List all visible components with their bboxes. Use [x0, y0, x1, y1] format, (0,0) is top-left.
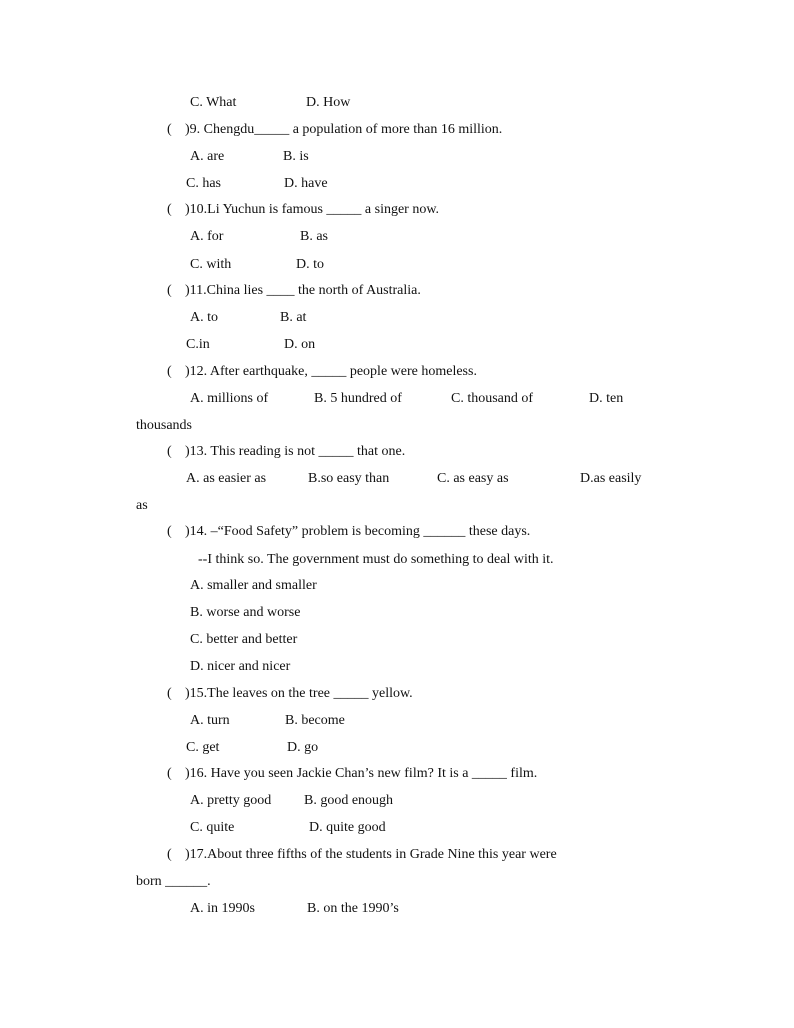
q15-option-b: B. become	[285, 713, 345, 728]
q14-option-d: D. nicer and nicer	[190, 659, 291, 674]
q15-option-c: C. get	[186, 740, 220, 755]
q13-option-b: B.so easy than	[308, 471, 390, 486]
q16-option-a: A. pretty good	[190, 793, 272, 808]
q13-option-c: C. as easy as	[437, 471, 509, 486]
q15-answer-paren: (	[167, 686, 172, 701]
q11-answer-paren: (	[167, 283, 172, 298]
q13-option-d: D.as easily	[580, 471, 642, 486]
q11-option-a: A. to	[190, 310, 218, 325]
q10-option-c: C. with	[190, 257, 232, 272]
q15-option-d: D. go	[287, 740, 319, 755]
q13-answer-paren: (	[167, 444, 172, 459]
q9-option-c: C. has	[186, 176, 221, 191]
q12-option-d-wrap: thousands	[136, 418, 192, 433]
q12-answer-paren: (	[167, 364, 172, 379]
q12-option-a: A. millions of	[190, 391, 269, 406]
q13-stem: )13. This reading is not _____ that one.	[185, 444, 406, 459]
q12-option-b: B. 5 hundred of	[314, 391, 402, 406]
q11-option-d: D. on	[284, 337, 316, 352]
q14-stem: )14. –“Food Safety” problem is becoming ______ these days.	[185, 524, 531, 539]
q10-option-b: B. as	[300, 229, 328, 244]
q16-option-d: D. quite good	[309, 820, 386, 835]
q10-stem: )10.Li Yuchun is famous _____ a singer now.	[185, 202, 440, 217]
q12-option-c: C. thousand of	[451, 391, 534, 406]
q16-option-c: C. quite	[190, 820, 235, 835]
q17-option-a: A. in 1990s	[190, 901, 255, 916]
q11-option-c: C.in	[186, 337, 210, 352]
q13-option-d-wrap: as	[136, 498, 148, 513]
q12-option-d: D. ten	[589, 391, 624, 406]
q11-option-b: B. at	[280, 310, 307, 325]
q9-option-b: B. is	[283, 149, 309, 164]
q10-answer-paren: (	[167, 202, 172, 217]
q9-stem: )9. Chengdu_____ a population of more than 16 million.	[185, 122, 503, 137]
q14-option-b: B. worse and worse	[190, 605, 301, 620]
q17-answer-paren: (	[167, 847, 172, 862]
q17-option-b: B. on the 1990’s	[307, 901, 399, 916]
q10-option-a: A. for	[190, 229, 224, 244]
q16-answer-paren: (	[167, 766, 172, 781]
q16-stem: )16. Have you seen Jackie Chan’s new film? It is a _____ film.	[185, 766, 538, 781]
q14-option-c: C. better and better	[190, 632, 298, 647]
q14-answer-paren: (	[167, 524, 172, 539]
q8-option-c: C. What	[190, 95, 237, 110]
q9-option-a: A. are	[190, 149, 225, 164]
q12-stem: )12. After earthquake, _____ people were homeless.	[185, 364, 477, 379]
q8-option-d: D. How	[306, 95, 351, 110]
q15-option-a: A. turn	[190, 713, 230, 728]
q14-option-a: A. smaller and smaller	[190, 578, 317, 593]
q14-reply: --I think so. The government must do something to deal with it.	[198, 552, 554, 567]
q10-option-d: D. to	[296, 257, 324, 272]
q16-option-b: B. good enough	[304, 793, 394, 808]
q17-stem: )17.About three fifths of the students in Grade Nine this year were	[185, 847, 557, 862]
q9-answer-paren: (	[167, 122, 172, 137]
q17-stem-wrap: born ______.	[136, 874, 211, 889]
q11-stem: )11.China lies ____ the north of Australia.	[185, 283, 421, 298]
q15-stem: )15.The leaves on the tree _____ yellow.	[185, 686, 413, 701]
q9-option-d: D. have	[284, 176, 328, 191]
q13-option-a: A. as easier as	[186, 471, 267, 486]
